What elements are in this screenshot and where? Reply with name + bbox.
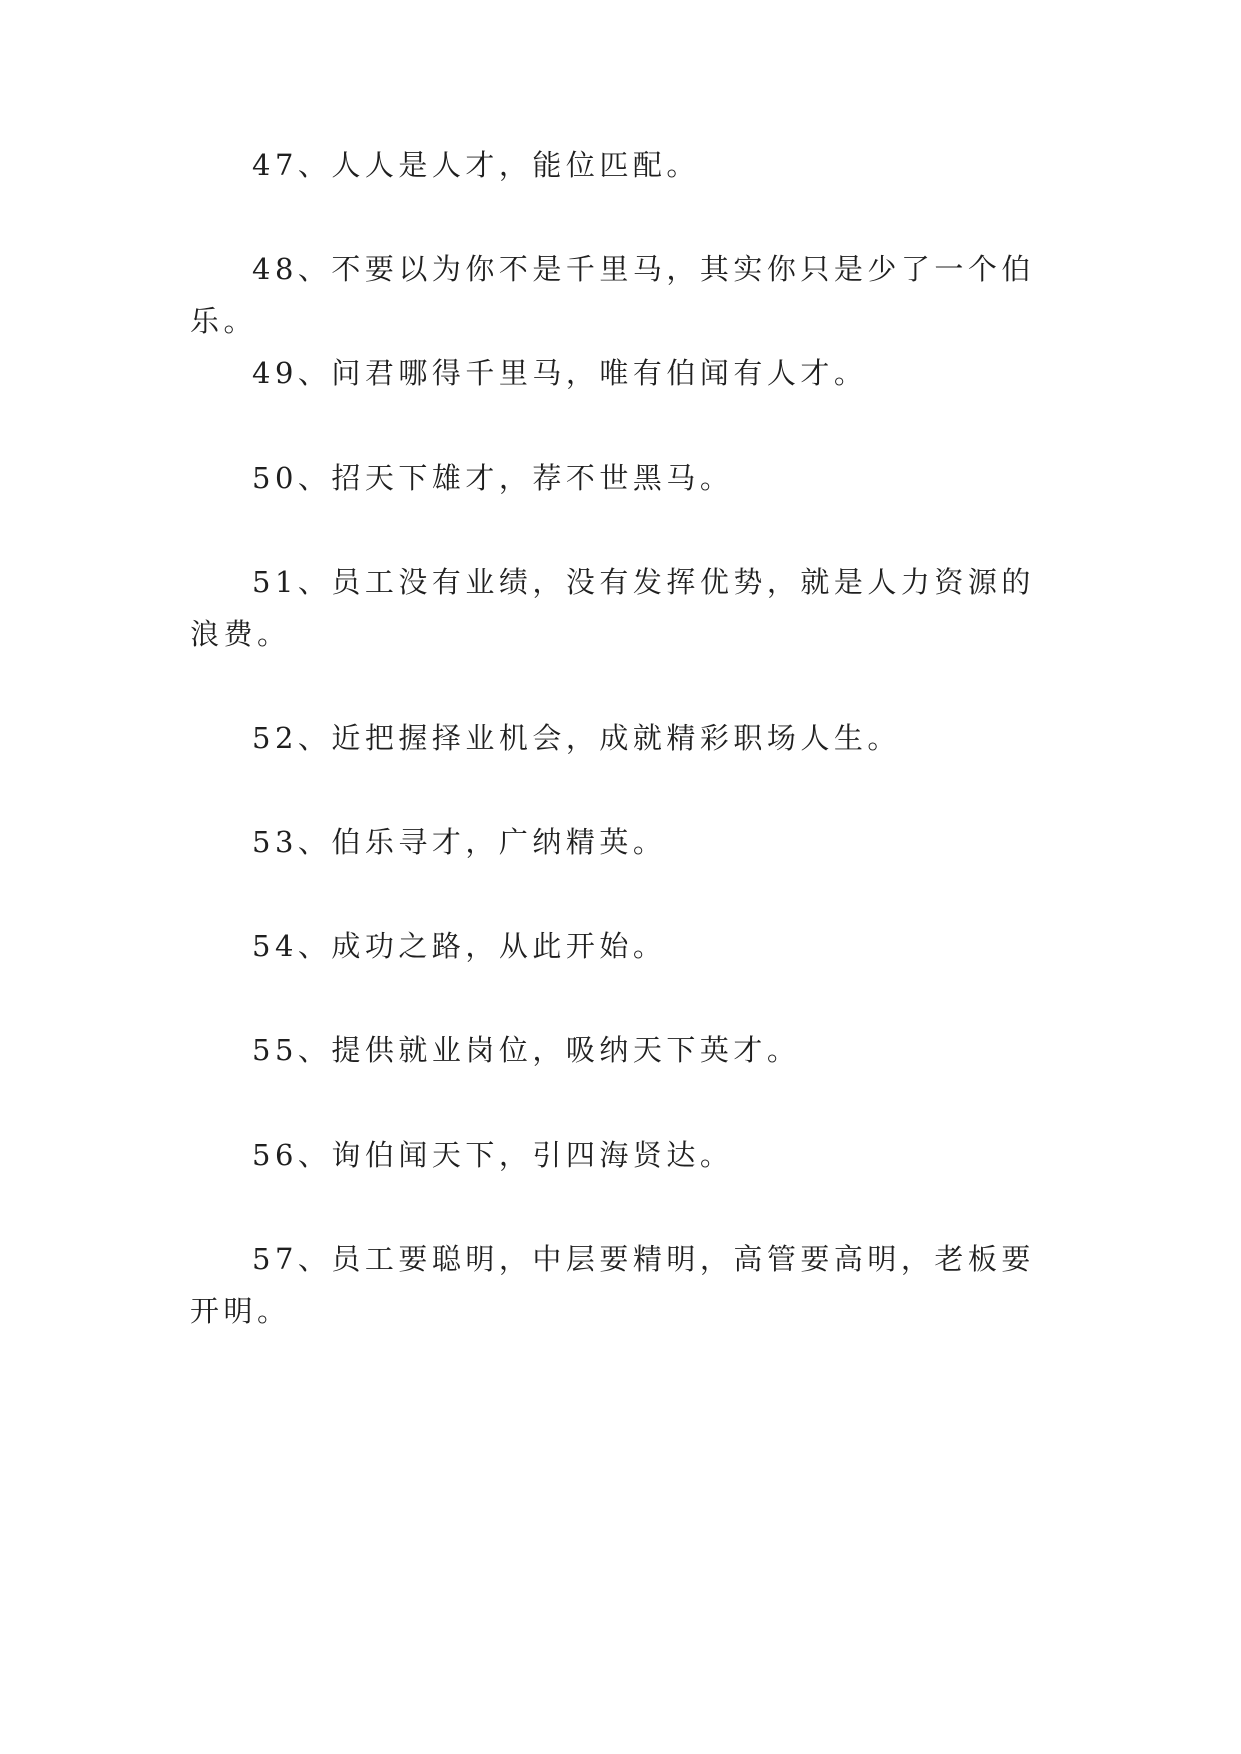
- paragraph-56: 56、询伯闻天下，引四海贤达。: [252, 1138, 734, 1172]
- paragraph-47: 47、人人是人才，能位匹配。: [252, 148, 700, 182]
- paragraph-48: 48、不要以为你不是千里马，其实你只是少了一个伯乐。: [190, 252, 1035, 338]
- paragraph-50: 50、招天下雄才，荐不世黑马。: [252, 461, 734, 495]
- paragraph-55: 55、提供就业岗位，吸纳天下英才。: [252, 1033, 801, 1067]
- paragraph-53: 53、伯乐寻才，广纳精英。: [252, 825, 667, 859]
- paragraph-49: 49、问君哪得千里马，唯有伯闻有人才。: [252, 356, 868, 390]
- paragraph-51: 51、员工没有业绩，没有发挥优势，就是人力资源的浪费。: [190, 565, 1035, 651]
- paragraph-54: 54、成功之路，从此开始。: [252, 929, 667, 963]
- paragraph-52: 52、近把握择业机会，成就精彩职场人生。: [252, 721, 901, 755]
- paragraph-57: 57、员工要聪明，中层要精明，高管要高明，老板要开明。: [190, 1242, 1035, 1328]
